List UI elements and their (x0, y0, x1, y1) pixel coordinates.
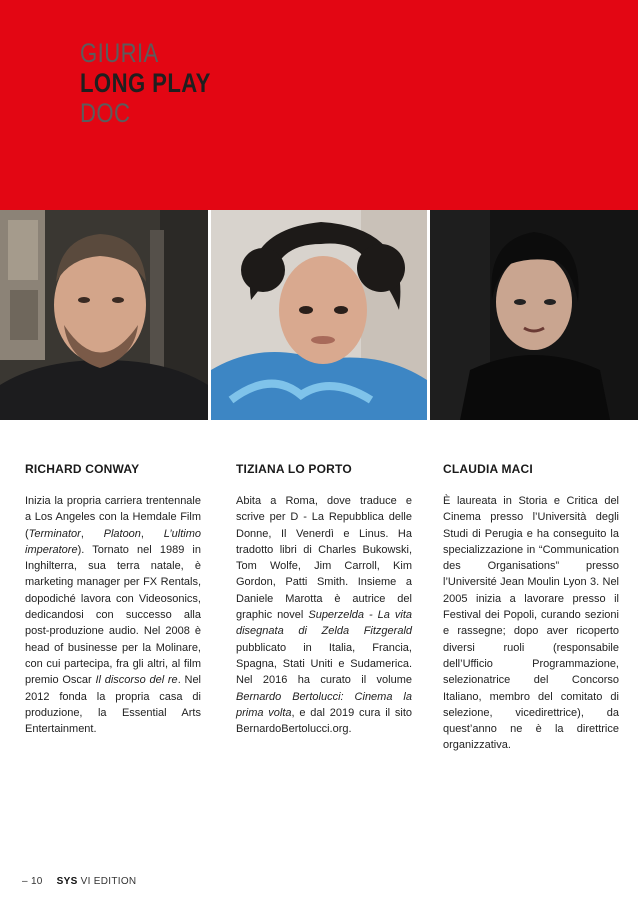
bio-title-italic: Il discorso del re (95, 674, 178, 687)
page-title (80, 38, 211, 128)
member-name: RICHARD CONWAY (25, 462, 140, 476)
bio-text: pubblicato in Italia, Francia, Spagna, Stati Uniti e Sudamerica. Nel 2016 ha curato il volume (236, 641, 412, 687)
member-bio (443, 493, 619, 754)
bio-title-italic: L’ultimo imperatore (25, 527, 201, 556)
bio-title-italic: Bernardo Bertolucci: Cinema la prima volta (236, 690, 412, 719)
bio-text: Abita a Roma, dove traduce e scrive per D - La Repubblica delle Donne, Il Venerdì e Linus. Ha tradotto libri di Charles Bukowski, Tom Wolfe, Jim Carroll, Kim Gordon, Patti Smith. Insieme a Daniele Marotta è autrice del graphic novel (236, 495, 412, 622)
title-line-long-play: LONG PLAY (80, 68, 211, 98)
bio-text: È laureata in Storia e Critica del Cinema presso l’Università degli Studi di Perugia e ha conseguito la specializzazione in “Communication des Organisations” presso l’Université Jean Moulin Lyon 3. Nel 2005 inizia a lavorare presso il Festival dei Popoli, curando sezioni e rassegne; dopo aver ricoperto diversi ruoli (responsabile dell’Ufficio Programmazione, selezionatrice del Concorso Italiano, membro del comitato di selezione, vicedirettrice), da quest’anno ne è la direttrice organizzativa. (443, 495, 619, 752)
bio-text: , e dal 2019 cura il sito BernardoBertolucci.org. (236, 706, 412, 736)
member-name: TIZIANA LO PORTO (236, 462, 352, 476)
photo-claudia-maci (430, 210, 638, 420)
jury-member-2 (236, 462, 412, 737)
jury-member-3 (443, 462, 619, 754)
bio-title-italic: Superzelda - La vita disegnata di Zelda Fitzgerald (236, 609, 412, 638)
member-bio (236, 493, 412, 737)
bio-text: ). Tornato nel 1989 in Inghilterra, sua terra natale, è marketing manager per FX Rentals, dopodiché lavora con Videosonics, dedicandosi con successo alla post-produzione audio. Nel 2008 è head of businesse per la Molinare, con cui partecipa, fra gli altri, al film premio Oscar (25, 543, 201, 687)
title-line-giuria: GIURIA (80, 38, 159, 68)
bio-paragraph (236, 493, 412, 737)
bio-paragraph (25, 493, 201, 737)
bio-title-italic: Terminator (28, 527, 81, 540)
edition-label: VI EDITION (77, 876, 137, 887)
member-name: CLAUDIA MACI (443, 462, 533, 476)
bio-text: , (80, 527, 104, 540)
photo-tiziana-lo-porto (211, 210, 427, 420)
bio-text: Inizia la propria carriera trentennale a Los Angeles con la Hemdale Film ( (25, 495, 201, 540)
page-number: – 10 (22, 876, 43, 887)
member-bio (25, 493, 201, 737)
bio-title-italic: Platoon (103, 527, 141, 540)
jury-member-1 (25, 462, 201, 737)
jury-photos (0, 210, 638, 420)
bio-text: , (140, 527, 164, 540)
photo-richard-conway (0, 210, 208, 420)
edition-label-bold: SYS (56, 876, 78, 887)
page-footer (22, 876, 136, 887)
title-line-doc: DOC (80, 98, 131, 128)
bio-paragraph (443, 493, 619, 754)
header-banner (0, 0, 638, 210)
bio-text: . Nel 2012 fonda la propria casa di produzione, la Essential Arts Entertainment. (25, 674, 202, 736)
